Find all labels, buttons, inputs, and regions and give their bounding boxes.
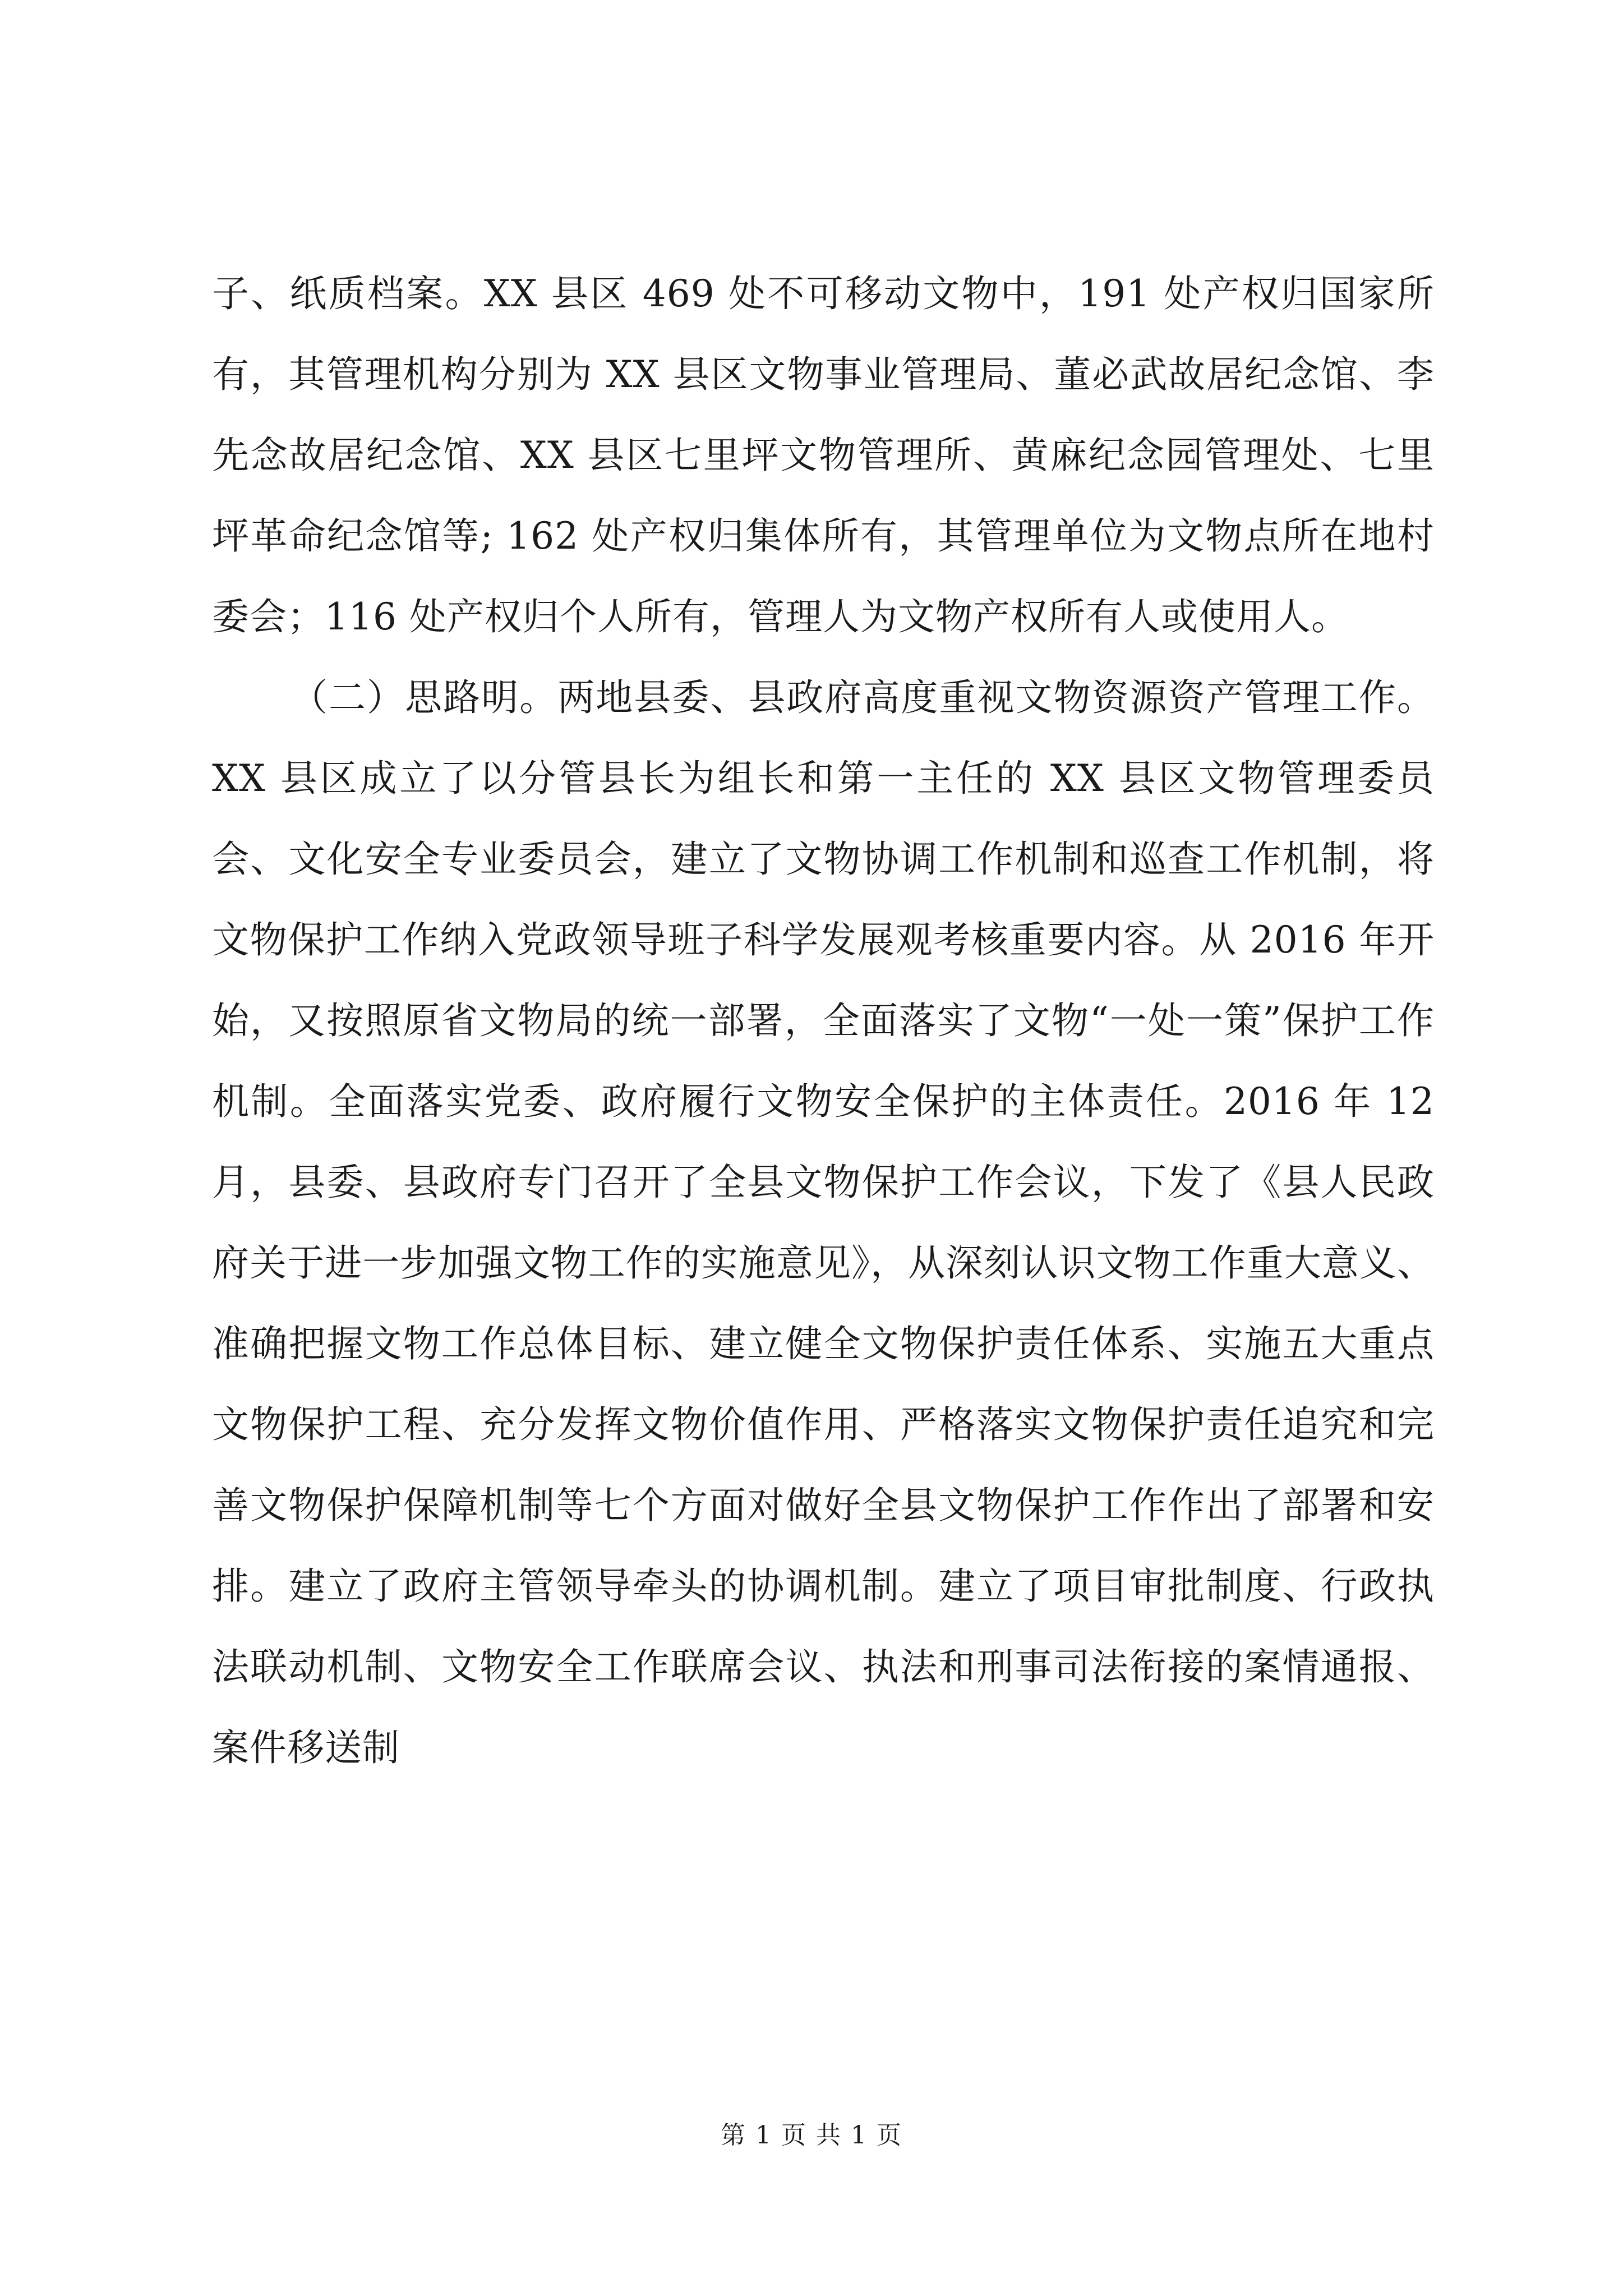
paragraph-section-two: （二）思路明。两地县委、县政府高度重视文物资源资产管理工作。XX 县区成立了以分管县长为组长和第一主任的 XX 县区文物管理委员会、文化安全专业委员会，建立了文物协调工作机制和巡查工作机制，将文物保护工作纳入党政领导班子科学发展观考核重要内容。从 2016 年开始，又按照原省文物局的统一部署，全面落实了文物“一处一策”保护工作机制。全面落实党委、政府履行文物安全保护的主体责任。2016 年 12 月，县委、县政府专门召开了全县文物保护工作会议，下发了《县人民政府关于进一步加强文物工作的实施意见》，从深刻认识文物工作重大意义、准确把握文物工作总体目标、建立健全文物保护责任体系、实施五大重点文物保护工程、充分发挥文物价值作用、严格落实文物保护责任追究和完善文物保护保障机制等七个方面对做好全县文物保护工作作出了部署和安排。建立了政府主管领导牵头的协调机制。建立了项目审批制度、行政执法联动机制、文物安全工作联席会议、执法和刑事司法衔接的案情通报、案件移送制 [212, 676, 1435, 1769]
page-number-footer: 第 1 页 共 1 页 [721, 2121, 902, 2150]
paragraph-continued: 子、纸质档案。XX 县区 469 处不可移动文物中，191 处产权归国家所有，其管理机构分别为 XX 县区文物事业管理局、董必武故居纪念馆、李先念故居纪念馆、XX 县区七里坪文物管理所、黄麻纪念园管理处、七里坪革命纪念馆等; 162 处产权归集体所有，其管理单位为文物点所在地村委会；116 处产权归个人所有，管理人为文物产权所有人或使用人。 [212, 272, 1435, 638]
document-body [212, 254, 1435, 1788]
